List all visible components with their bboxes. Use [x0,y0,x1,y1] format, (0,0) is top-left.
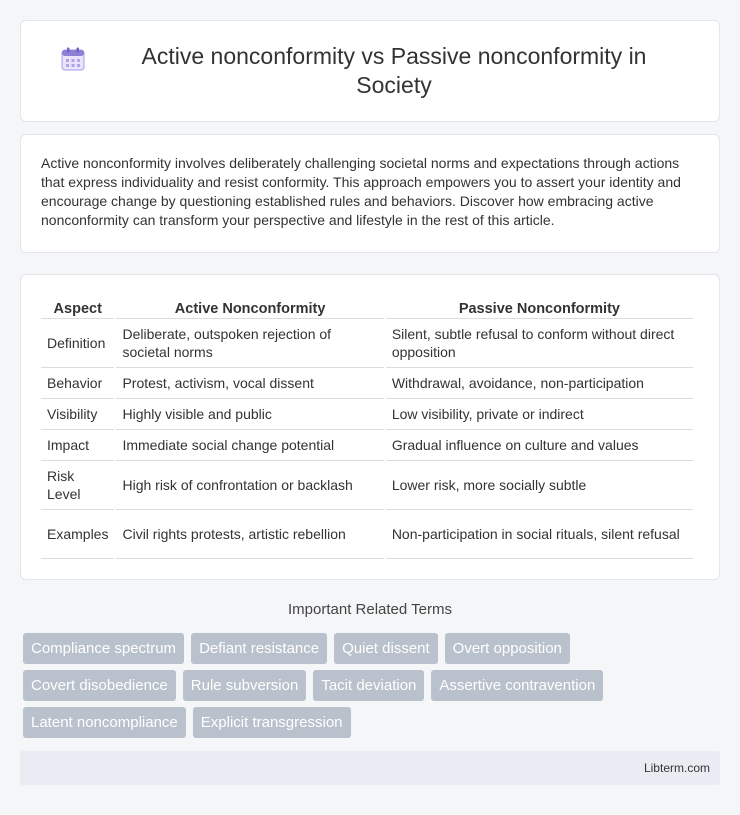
calendar-icon [60,46,86,72]
tag-overt-opposition[interactable]: Overt opposition [445,633,570,664]
cell-aspect: Behavior [41,368,114,399]
tag-latent-noncompliance[interactable]: Latent noncompliance [23,707,186,738]
tag-covert-disobedience[interactable]: Covert disobedience [23,670,176,701]
cell-active: Civil rights protests, artistic rebellion [116,510,383,559]
tag-tacit-deviation[interactable]: Tacit deviation [313,670,424,701]
tag-assertive-contravention[interactable]: Assertive contravention [431,670,603,701]
related-terms-title: Important Related Terms [288,601,452,618]
tag-row [23,707,723,738]
title-wrap [60,42,680,100]
header-active: Active Nonconformity [116,295,383,319]
table-header-row [41,295,693,319]
tag-row [23,670,723,701]
cell-passive: Silent, subtle refusal to conform without direct opposition [386,319,693,368]
cell-aspect: Risk Level [41,461,114,510]
cell-active: Immediate social change potential [116,430,383,461]
page-title: Active nonconformity vs Passive nonconformity in Society [141,43,647,98]
cell-active: Deliberate, outspoken rejection of societal norms [116,319,383,368]
intro-text: Active nonconformity involves deliberately challenging societal norms and expectations through actions that express individuality and resist conformity. This approach empowers you to assert your identity and encourage change by questioning established rules and behaviors. Discover how embracing active nonconformity can transform your perspective and lifestyle in the rest of this article. [41,155,681,228]
comparison-table [39,295,695,559]
cell-aspect: Definition [41,319,114,368]
tag-defiant-resistance[interactable]: Defiant resistance [191,633,327,664]
tag-rule-subversion[interactable]: Rule subversion [183,670,307,701]
related-terms-tags [23,633,723,744]
cell-passive: Lower risk, more socially subtle [386,461,693,510]
cell-passive: Withdrawal, avoidance, non-participation [386,368,693,399]
intro-card [20,134,720,253]
table-row [41,430,693,461]
cell-passive: Non-participation in social rituals, silent refusal [386,510,693,559]
table-row [41,510,693,559]
tag-row [23,633,723,664]
cell-active: Protest, activism, vocal dissent [116,368,383,399]
cell-active: Highly visible and public [116,399,383,430]
tag-quiet-dissent[interactable]: Quiet dissent [334,633,438,664]
cell-passive: Gradual influence on culture and values [386,430,693,461]
title-card [20,20,720,122]
table-row [41,399,693,430]
cell-aspect: Impact [41,430,114,461]
cell-active: High risk of confrontation or backlash [116,461,383,510]
cell-aspect: Visibility [41,399,114,430]
table-row [41,461,693,510]
table-row [41,368,693,399]
tag-explicit-transgression[interactable]: Explicit transgression [193,707,351,738]
header-passive: Passive Nonconformity [386,295,693,319]
cell-passive: Low visibility, private or indirect [386,399,693,430]
footer [20,751,720,785]
table-row [41,319,693,368]
cell-aspect: Examples [41,510,114,559]
comparison-table-card [20,274,720,580]
header-aspect: Aspect [41,295,114,319]
footer-brand-link[interactable]: Libterm.com [643,761,710,775]
tag-compliance-spectrum[interactable]: Compliance spectrum [23,633,184,664]
